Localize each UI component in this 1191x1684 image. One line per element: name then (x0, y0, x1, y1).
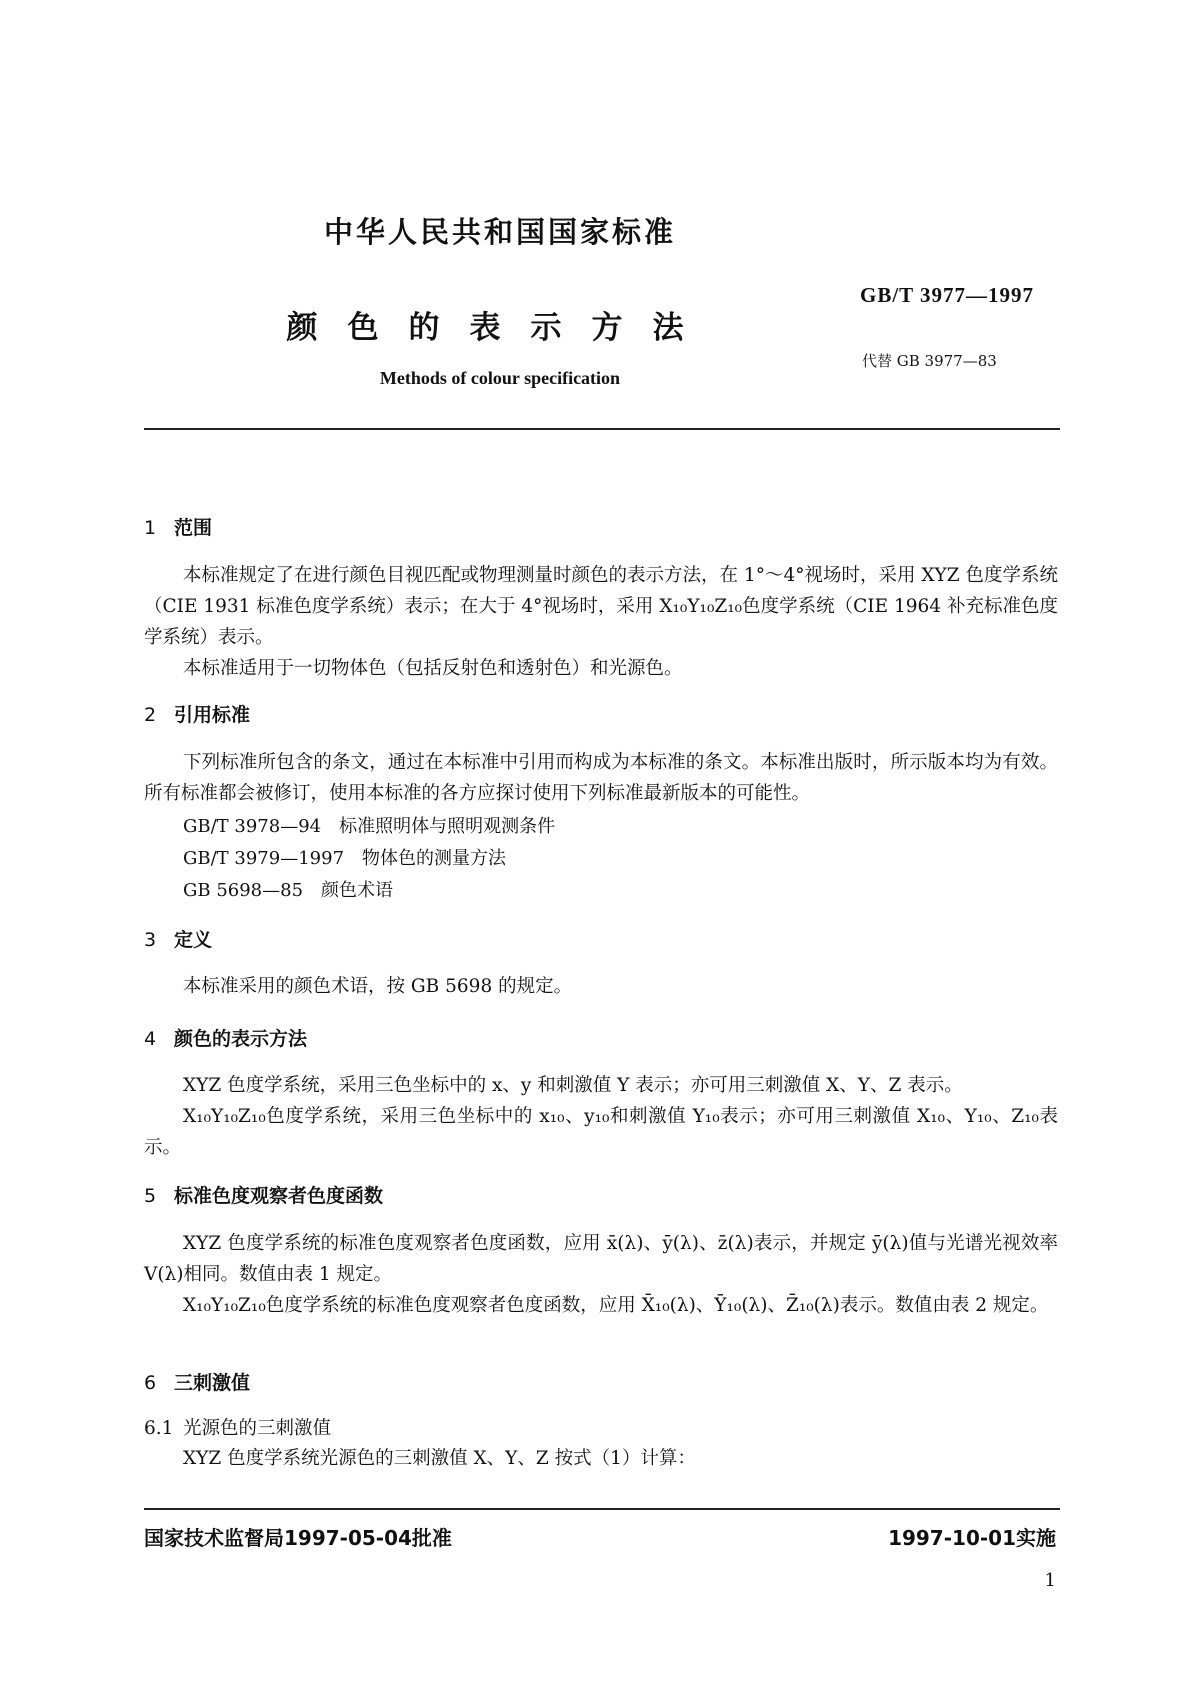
subsection-number: 6.1 (144, 1418, 174, 1439)
reference-code: GB 5698—85 (183, 880, 304, 901)
subsection-title: 光源色的三刺激值 (183, 1418, 332, 1439)
section-number: 3 (144, 929, 157, 951)
section-number: 4 (144, 1028, 157, 1050)
paragraph: X₁₀Y₁₀Z₁₀色度学系统，采用三色坐标中的 x₁₀、y₁₀和刺激值 Y₁₀表示；亦可用三刺激值 X₁₀、Y₁₀、Z₁₀表示。 (144, 1106, 1058, 1158)
section-5-body (144, 1228, 1058, 1321)
section-title: 颜色的表示方法 (174, 1028, 308, 1050)
section-3-body (144, 971, 1058, 1002)
section-title: 引用标准 (174, 704, 251, 726)
subsection-6-1-heading (144, 1414, 331, 1440)
section-4-heading (144, 1024, 307, 1051)
section-title: 三刺激值 (174, 1372, 251, 1394)
paragraph: X₁₀Y₁₀Z₁₀色度学系统的标准色度观察者色度函数，应用 X̄₁₀(λ)、Ȳ₁₀(λ)、Z̄₁₀(λ)表示。数值由表 2 规定。 (183, 1295, 1049, 1316)
section-number: 5 (144, 1185, 157, 1207)
paragraph: XYZ 色度学系统光源色的三刺激值 X、Y、Z 按式（1）计算： (183, 1448, 696, 1469)
replaces-note: 代替 GB 3977—83 (862, 352, 997, 370)
section-6-body (144, 1443, 1058, 1474)
section-2-heading (144, 700, 250, 727)
section-number: 1 (144, 517, 157, 539)
reference-name: 标准照明体与照明观测条件 (339, 816, 556, 837)
paragraph: 下列标准所包含的条文，通过在本标准中引用而构成为本标准的条文。本标准出版时，所示版本均为有效。所有标准都会被修订，使用本标准的各方应探讨使用下列标准最新版本的可能性。 (144, 752, 1058, 804)
reference-item (183, 812, 555, 838)
section-3-heading (144, 925, 212, 952)
section-number: 2 (144, 704, 157, 726)
paragraph: 本标准规定了在进行颜色目视匹配或物理测量时颜色的表示方法，在 1°～4°视场时，采用 XYZ 色度学系统（CIE 1931 标准色度学系统）表示；在大于 4°视场时，采用 X₁₀Y₁₀Z₁₀色度学系统（CIE 1964 补充标准色度学系统）表示。 (144, 565, 1058, 648)
section-title: 范围 (174, 517, 213, 539)
section-1-heading (144, 513, 212, 540)
document-subtitle-english: Methods of colour specification (379, 368, 621, 388)
section-1-body (144, 560, 1058, 684)
section-title: 标准色度观察者色度函数 (174, 1185, 384, 1207)
section-5-heading (144, 1181, 383, 1208)
reference-name: 物体色的测量方法 (362, 848, 507, 869)
section-6-heading (144, 1368, 250, 1395)
header-divider (144, 428, 1060, 430)
reference-item (183, 844, 506, 870)
paragraph: XYZ 色度学系统，采用三色坐标中的 x、y 和刺激值 Y 表示；亦可用三刺激值 X、Y、Z 表示。 (183, 1075, 963, 1096)
paragraph: 本标准适用于一切物体色（包括反射色和透射色）和光源色。 (183, 658, 683, 679)
document-title: 颜色的表示方法 (286, 310, 714, 346)
paragraph: XYZ 色度学系统的标准色度观察者色度函数，应用 x̄(λ)、ȳ(λ)、z̄(λ)表示，并规定 ȳ(λ)值与光谱光视效率 V(λ)相同。数值由表 1 规定。 (144, 1233, 1058, 1285)
nation-standard-heading: 中华人民共和国国家标准 (323, 215, 676, 249)
section-2-body (144, 747, 1058, 809)
section-number: 6 (144, 1372, 157, 1394)
reference-name: 颜色术语 (321, 880, 394, 901)
section-4-body (144, 1070, 1058, 1163)
approval-date: 国家技术监督局1997-05-04批准 (144, 1526, 452, 1550)
footer-divider (144, 1508, 1060, 1510)
reference-code: GB/T 3978—94 (183, 816, 322, 837)
paragraph: 本标准采用的颜色术语，按 GB 5698 的规定。 (183, 976, 573, 997)
reference-item (183, 876, 393, 902)
section-title: 定义 (174, 929, 213, 951)
effective-date: 1997-10-01实施 (888, 1526, 1056, 1550)
standard-code: GB/T 3977—1997 (860, 283, 1035, 307)
reference-code: GB/T 3979—1997 (183, 848, 345, 869)
page-number: 1 (1044, 1570, 1056, 1591)
